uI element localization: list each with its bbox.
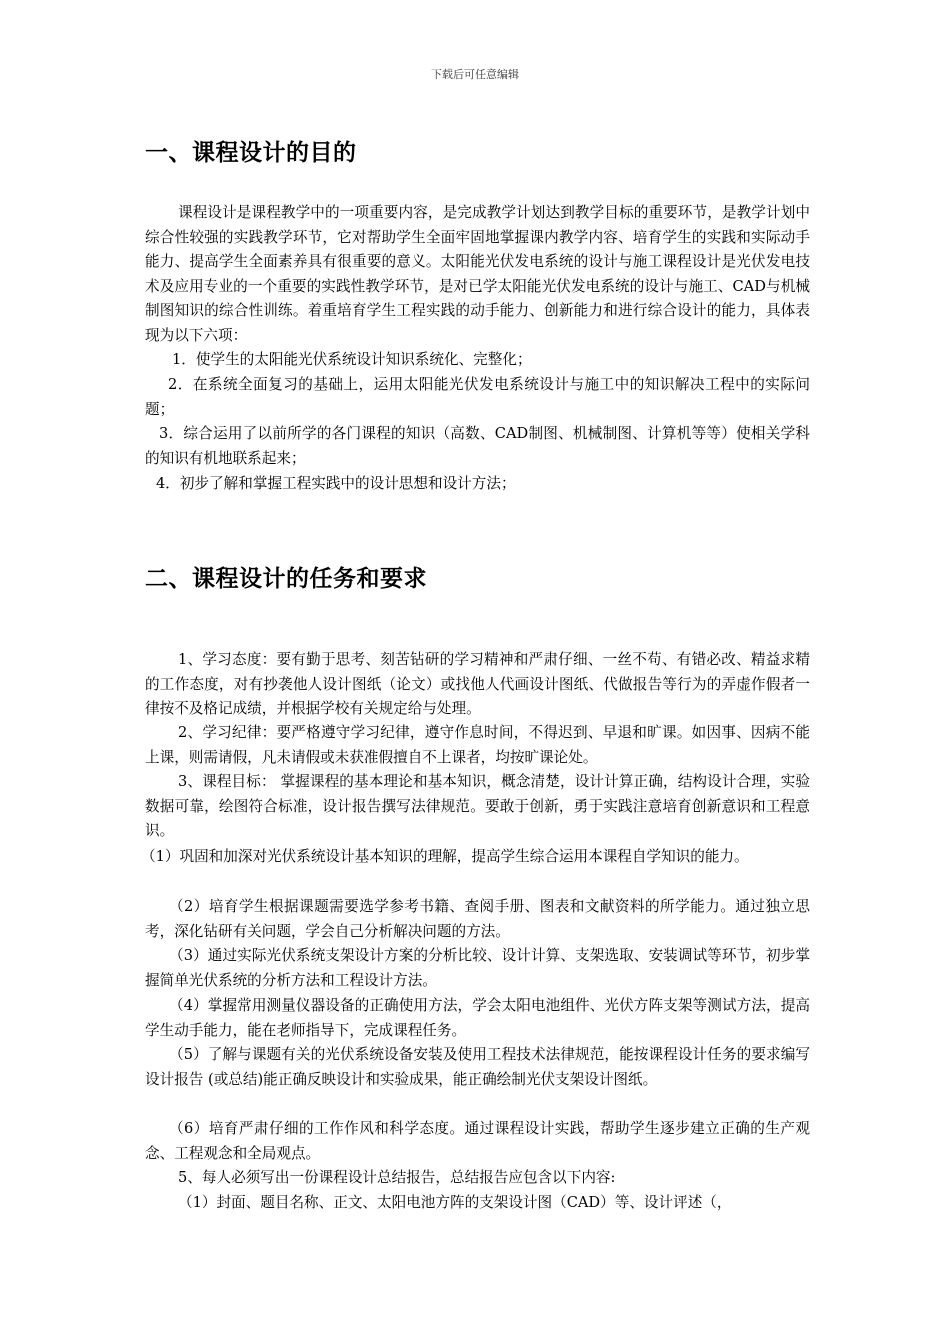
section-1-intro: 课程设计是课程教学中的一项重要内容，是完成教学计划达到教学目标的重要环节，是教学计划中综合性较强的实践教学环节，它对帮助学生全面牢固地掌握课内教学内容、培育学生的实践和实际动手能力、提高学生全面素养具有很重要的意义。太阳能光伏发电系统的设计与施工课程设计是光伏发电技术及应用专业的一个重要的实践性教学环节，是对已学太阳能光伏发电系统的设计与施工、CAD与机械制图知识的综合性训练。着重培育学生工程实践的动手能力、创新能力和进行综合设计的能力，具体表现为以下六项： (145, 204, 810, 344)
section-1-item-1: 1．使学生的太阳能光伏系统设计知识系统化、完整化； (172, 351, 532, 368)
section-2-report-item-1: （1）封面、题目名称、正文、太阳电池方阵的支架设计图（CAD）等、设计评述（， (178, 1194, 732, 1211)
section-2-objective-4: （4）掌握常用测量仪器设备的正确使用方法，学会太阳电池组件、光伏方阵支架等测试方法，提高学生动手能力，能在老师指导下，完成课程任务。 (145, 997, 810, 1039)
section-2-objective-6: （6）培育严肃仔细的工作作风和科学态度。通过课程设计实践，帮助学生逐步建立正确的生产观念、工程观念和全局观点。 (145, 1120, 810, 1162)
section-2-title: 二、课程设计的任务和要求 (145, 566, 427, 592)
section-2-objective-5: （5）了解与课题有关的光伏系统设备安装及使用工程技术法律规范，能按课程设计任务的要求编写设计报告 (或总结)能正确反映设计和实验成果，能正确绘制光伏支架设计图纸。 (145, 1046, 810, 1088)
section-2-objective-1: （1）巩固和加深对光伏系统设计基本知识的理解，提高学生综合运用本课程自学知识的能力。 (141, 848, 749, 865)
section-1-title: 一、课程设计的目的 (145, 140, 357, 166)
section-2-paragraph-2: 2、学习纪律：要严格遵守学习纪律，遵守作息时间，不得迟到、早退和旷课。如因事、因病不能上课，则需请假，凡未请假或未获准假擅自不上课者，均按旷课论处。 (145, 724, 810, 766)
section-1-item-4: 4．初步了解和掌握工程实践中的设计思想和设计方法； (156, 475, 516, 492)
section-1-item-2: 2．在系统全面复习的基础上，运用太阳能光伏发电系统设计与施工中的知识解决工程中的实际问题； (145, 376, 810, 418)
section-1-item-3: 3．综合运用了以前所学的各门课程的知识（高数、CAD制图、机械制图、计算机等等）使相关学科的知识有机地联系起来； (145, 425, 810, 467)
section-2-paragraph-3: 3、课程目标： 掌握课程的基本理论和基本知识，概念清楚，设计计算正确，结构设计合理，实验数据可靠，绘图符合标准，设计报告撰写法律规范。要敢于创新，勇于实践注意培育创新意识和工程意识。 (145, 773, 810, 840)
section-2-objective-3: （3）通过实际光伏系统支架设计方案的分析比较、设计计算、支架选取、安装调试等环节，初步掌握简单光伏系统的分析方法和工程设计方法。 (145, 947, 810, 989)
section-2-paragraph-5: 5、每人必须写出一份课程设计总结报告，总结报告应包含以下内容: (178, 1169, 616, 1186)
page-header-note: 下载后可任意编辑 (431, 68, 519, 81)
section-2-objective-2: （2）培育学生根据课题需要选学参考书籍、查阅手册、图表和文献资料的所学能力。通过独立思考，深化钻研有关问题，学会自己分析解决问题的方法。 (145, 898, 810, 940)
section-2-paragraph-1: 1、学习态度：要有勤于思考、刻苦钻研的学习精神和严肃仔细、一丝不苟、有错必改、精益求精的工作态度，对有抄袭他人设计图纸（论文）或找他人代画设计图纸、代做报告等行为的弄虚作假者一律按不及格记成绩，并根据学校有关规定给与处理。 (145, 651, 810, 718)
